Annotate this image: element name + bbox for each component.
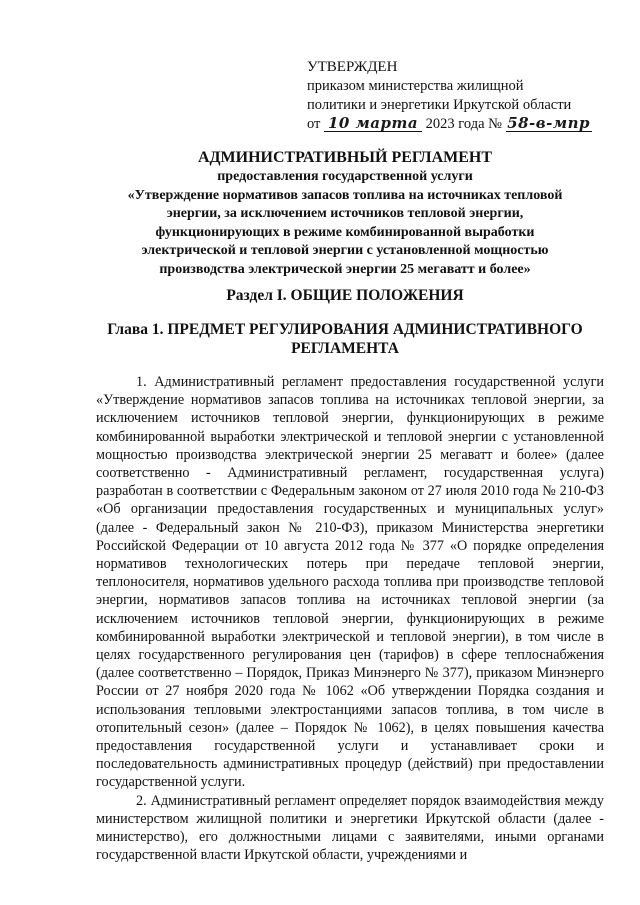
regulation-header	[96, 148, 594, 279]
regulation-subtitle-line: функционирующих в режиме комбинированной выработки	[155, 224, 535, 240]
regulation-subtitle-line: электрической и тепловой энергии с установленной мощностью	[141, 243, 549, 258]
approval-from-prefix: от	[307, 116, 321, 132]
regulation-subtitle-line: производства электрической энергии 25 мегаватт и более»	[159, 261, 531, 277]
chapter-title-line-1: Глава 1. ПРЕДМЕТ РЕГУЛИРОВАНИЯ АДМИНИСТРАТИВНОГО	[107, 321, 583, 338]
section-title: Раздел I. ОБЩИЕ ПОЛОЖЕНИЯ	[226, 287, 464, 304]
approval-date-line	[307, 115, 607, 134]
approval-line-2: политики и энергетики Иркутской области	[307, 97, 572, 113]
approval-year-text: 2023 года №	[425, 116, 502, 132]
paragraph-2: 2. Административный регламент определяет порядок взаимодействия между министерством жилищной политики и энергетики Иркутской области (далее - министерство), его должностными лицами с заявителями, иными органами государственной власти Иркутской области, учреждениями и	[96, 792, 604, 864]
chapter-title-line-2: РЕГЛАМЕНТА	[291, 340, 399, 357]
regulation-title: АДМИНИСТРАТИВНЫЙ РЕГЛАМЕНТ	[197, 149, 493, 166]
handwritten-date: 10 марта	[324, 115, 422, 132]
regulation-subtitle-line: «Утверждение нормативов запасов топлива на источниках тепловой	[127, 187, 563, 203]
approval-block	[307, 58, 607, 134]
paragraph-1: 1. Административный регламент предоставления государственной услуги «Утверждение нормативов запасов топлива на источниках тепловой энергии, за исключением источников тепловой энергии, функционирующих в режиме комбинированной выработки электрической и тепловой энергии с установленной мощностью производства электрической энергии 25 мегаватт и более» (далее соответственно - Административный регламент, государственная услуга) разработан в соответствии с Федеральным законом от 27 июля 2010 года № 210-ФЗ «Об организации предоставления государственных и муниципальных услуг» (далее - Федеральный закон № 210-ФЗ), приказом Министерства энергетики Российской Федерации от 10 августа 2012 года № 377 «О порядке определения нормативов технологических потерь при передаче тепловой энергии, теплоносителя, нормативов удельного расхода топлива при производстве тепловой энергии, нормативов запасов топлива на источниках тепловой энергии (за исключением источников тепловой энергии, функционирующих в режиме комбинированной выработки электрической и тепловой энергии), в том числе в целях государственного регулирования цен (тарифов) в сфере теплоснабжения (далее соответственно – Порядок, Приказ Минэнерго № 377), приказом Минэнерго России от 27 ноября 2020 года № 1062 «Об утверждении Порядка создания и использования тепловыми электростанциями запасов топлива, в том числе в отопительный сезон» (далее – Порядок № 1062), в целях повышения качества предоставления государственной услуги и устанавливает сроки и последовательность административных процедур (действий) при предоставлении государственной услуги.	[96, 374, 604, 791]
chapter-title	[96, 320, 594, 358]
body-text	[96, 373, 604, 864]
handwritten-number: 58-в-мпр	[507, 114, 591, 132]
regulation-subtitle-line: энергии, за исключением источников тепловой энергии,	[166, 206, 524, 221]
regulation-subtitle-line: предоставления государственной услуги	[217, 169, 473, 184]
approval-line-1: приказом министерства жилищной	[307, 78, 524, 94]
approval-title: УТВЕРЖДЕН	[307, 59, 398, 75]
